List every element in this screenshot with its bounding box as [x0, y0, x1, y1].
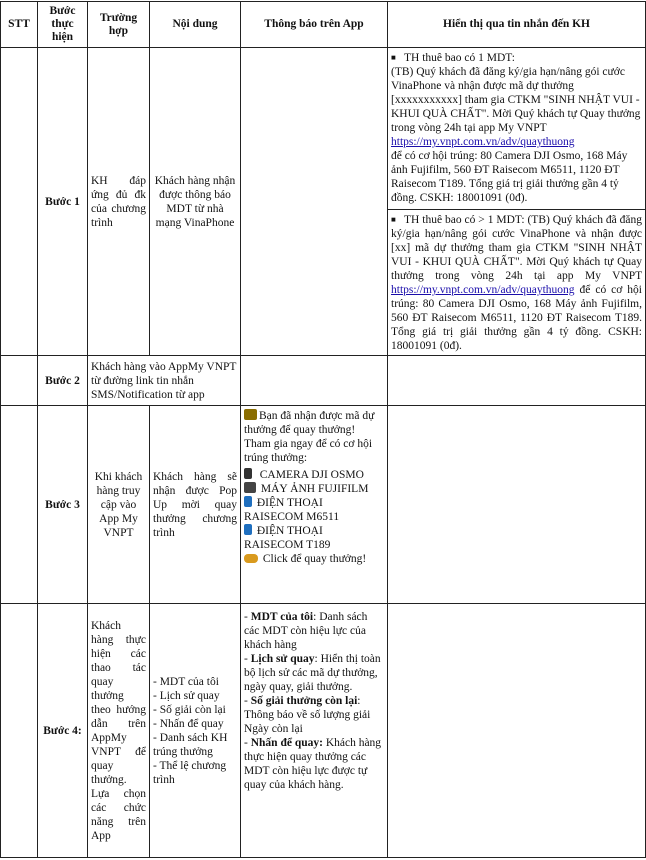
bullet-icon: ■: [391, 53, 396, 62]
sms1-tail: để có cơ hội trúng: 80 Camera DJI Osmo, 168 Máy ảnh Fujifilm, 560 ĐT Raisecom M6511, 1120 ĐT Raisecom T189. Tổng giá trị giải thưởng gần 4 tỷ đồng. CSKH: 18001091 (0đ).: [391, 150, 628, 204]
popup-intro: Bạn đã nhận được mã dự thưởng để quay thưởng! Tham gia ngay để có cơ hội trúng thưởng:: [244, 410, 375, 464]
feature-mdt: - MDT của tôi: Danh sách các MDT còn hiệu lực của khách hàng: [244, 611, 368, 651]
sms-multi-mdt: [388, 210, 646, 356]
row-step-4: [1, 604, 646, 858]
pointing-hand-icon: [244, 554, 258, 563]
step-2-text: Khách hàng vào AppMy VNPT từ đường link tin nhắn SMS/Notification từ app: [88, 356, 241, 406]
stt-cell: [1, 48, 38, 356]
row-step-2: [1, 356, 646, 406]
popup-cta: Click để quay thưởng!: [244, 552, 384, 566]
step-3-label: Bước 3: [38, 406, 88, 604]
prize-3: ĐIỆN THOẠI RAISECOM M6511: [244, 497, 340, 523]
prize-4: ĐIỆN THOẠI RAISECOM T189: [244, 525, 331, 551]
menu-item: - Nhấn để quay: [153, 717, 224, 730]
process-table: [0, 1, 646, 858]
feature-spin: - Nhấn để quay: Khách hàng thực hiện quay thưởng các MDT còn hiệu lực được tự quay của khách hàng.: [244, 737, 382, 791]
bullet-icon: ■: [391, 215, 396, 224]
phone-icon: [244, 496, 252, 507]
menu-item: - Số giải còn lại: [153, 703, 226, 716]
stt-cell: [1, 604, 38, 858]
step-1-content: Khách hàng nhận được thông báo MDT từ nhà mạng VinaPhone: [150, 48, 241, 356]
photo-camera-icon: [244, 482, 256, 493]
step-3-content: Khách hàng sẽ nhận được Pop Up mời quay thưởng chương trình: [150, 406, 241, 604]
menu-item: - Danh sách KH trúng thưởng: [153, 731, 228, 758]
menu-item: - MDT của tôi: [153, 675, 219, 688]
header-hien-thi: Hiển thị qua tin nhắn đến KH: [388, 2, 646, 48]
step-2-label: Bước 2: [38, 356, 88, 406]
sms1-body: (TB) Quý khách đã đăng ký/gia hạn/nâng gói cước VinaPhone và nhận được mã dự thưởng [xxxxxxxxxxx] tham gia CTKM "SINH NHẬT VUI - KHUI QUÀ CHẤT". Mời Quý khách tự Quay thưởng trong vòng 24h tại app My VNPT: [391, 66, 641, 134]
row-step-3: [1, 406, 646, 604]
step-4-label: Bước 4:: [38, 604, 88, 858]
menu-item: - Thể lệ chương trình: [153, 759, 227, 786]
sms-single-mdt: [388, 48, 646, 210]
sms2-link[interactable]: https://my.vnpt.com.vn/adv/quaythuong: [391, 284, 575, 296]
feature-remaining: - Số giải thưởng còn lại: Thông báo về số lượng giải Ngày còn lại: [244, 695, 371, 735]
step-1-label: Bước 1: [38, 48, 88, 356]
step-4-menu: [150, 604, 241, 858]
step-3-sms: [388, 406, 646, 604]
popup-notice: [241, 406, 388, 604]
header-thong-bao: Thông báo trên App: [241, 2, 388, 48]
sms2-body: TH thuê bao có > 1 MDT: (TB) Quý khách đã đăng ký/gia hạn/nâng gói cước VinaPhone và nhận được [xx] mã dự thưởng tham gia CTKM "SINH NHẬT VUI - KHUI QUÀ CHẤT". Mời Quý khách tự Quay thưởng trong vòng 24h tại app My VNPT: [391, 214, 642, 282]
menu-item: - Lịch sử quay: [153, 689, 220, 702]
header-noi-dung: Nội dung: [150, 2, 241, 48]
step-4-condition: Khách hàng thực hiện các thao tác quay thưởng theo hướng dẫn trên AppMy VNPT để quay thưởng. Lựa chọn các chức năng trên App: [88, 604, 150, 858]
phone-icon: [244, 524, 252, 535]
stt-cell: [1, 406, 38, 604]
header-buoc: Bước thực hiện: [38, 2, 88, 48]
party-icon: [244, 409, 257, 420]
header-truong-hop: Trường hợp: [88, 2, 150, 48]
feature-history: - Lịch sử quay: Hiển thị toàn bộ lịch sử các mã dự thưởng, ngày quay, giải thưởng.: [244, 653, 381, 693]
sms1-intro: TH thuê bao có 1 MDT:: [404, 52, 515, 64]
step-3-condition: Khi khách hàng truy cập vào App My VNPT: [88, 406, 150, 604]
step-2-sms: [388, 356, 646, 406]
step-2-app-notice: [241, 356, 388, 406]
row-step-1: [1, 48, 646, 210]
prize-1: CAMERA DJI OSMO: [244, 468, 384, 482]
step-1-app-notice: [241, 48, 388, 356]
sms2-tail: để có cơ hội trúng: 80 Camera DJI Osmo, 168 Máy ảnh Fujifilm, 560 ĐT Raisecom M6511, 1120 ĐT Raisecom T189. Tổng giá trị giải thưởng gần 4 tỷ đồng. CSKH: 18001091 (0đ).: [391, 284, 643, 352]
prize-2: MÁY ẢNH FUJIFILM: [244, 482, 384, 496]
header-stt: STT: [1, 2, 38, 48]
step-1-condition: KH đáp ứng đủ đk của chương trình: [88, 48, 150, 356]
step-4-sms: [388, 604, 646, 858]
sms1-link[interactable]: https://my.vnpt.com.vn/adv/quaythuong: [391, 136, 575, 148]
camera-icon: [244, 468, 252, 479]
header-row: [1, 2, 646, 48]
stt-cell: [1, 356, 38, 406]
feature-descriptions: [241, 604, 388, 858]
